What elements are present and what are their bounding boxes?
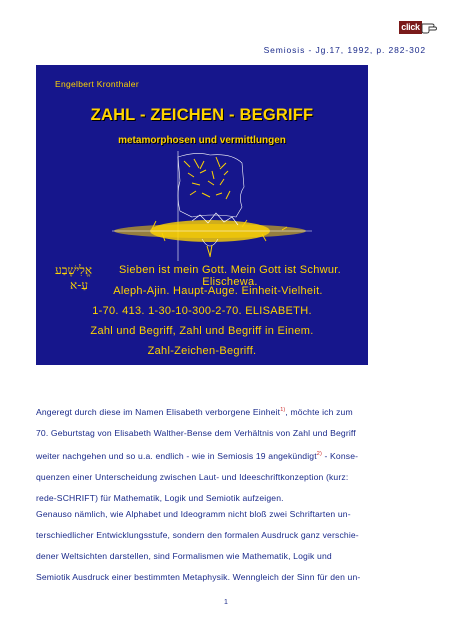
subtitle: metamorphosen und vermittlungen [118,135,286,146]
cover-line: Zahl und Begriff, Zahl und Begriff in Einem. [90,325,314,337]
hebrew-name: אֱלִישֶׁבַע [55,263,93,277]
footnote-ref[interactable]: 1) [280,407,286,413]
page-title: ZAHL - ZEICHEN - BEGRIFF [90,106,314,124]
text-line: Genauso nämlich, wie Alphabet und Ideogramm nicht bloß zwei Schriftarten un- [36,509,351,519]
text-line: Semiotik Ausdruck einer bestimmten Metaphysik. Wenngleich der Sinn für den un- [36,572,361,582]
hebrew-letters: עַ-א [70,278,89,292]
cover-line: Aleph-Ajin. Haupt-Auge. Einheit-Vielheit. [113,285,323,297]
paragraph [36,504,416,588]
cover-artwork [92,151,322,261]
cover-panel [36,65,368,365]
text-line: dener Weltsichten darstellen, sind Formalismen wie Mathematik, Logik und [36,551,332,561]
cover-line: Sieben ist mein Gott. Mein Gott ist Schwur. Elischewa. [119,264,341,288]
author-name: Engelbert Kronthaler [55,79,139,89]
cover-line: Zahl-Zeichen-Begriff. [147,345,257,357]
footnote-ref[interactable]: 2) [316,450,322,457]
text-line: Angeregt durch diese im Namen Elisabeth verborgene Einheit$^{1)}$, möchte ich zum [36,406,353,417]
paragraph [36,400,416,509]
pointing-hand-icon[interactable] [421,18,441,34]
cover-line: 1-70. 413. 1-30-10-300-2-70. ELISABETH. [92,305,312,317]
citation: Semiosis - Jg.17, 1992, p. 282-302 [263,45,426,55]
page-number: 1 [224,599,228,606]
text-line: weiter nachgehen und so u.a. endlich - wie in Semiosis 19 angekündigt$^{2)}$ - Konse- [36,450,359,461]
text-line: quenzen einer Unterscheidung zwischen Laut- und Ideeschriftkonzeption (kurz: [36,471,349,482]
text-line: 70. Geburtstag von Elisabeth Walther-Bense dem Verhältnis von Zahl und Begriff [36,427,356,438]
text-line: rede-SCHRIFT) für Mathematik, Logik und Semiotik aufzeigen. [36,492,284,503]
click-button[interactable]: click [399,21,422,34]
text-line: terschiedlicher Entwicklungsstufe, sondern den formalen Ausdruck ganz verschie- [36,530,359,540]
